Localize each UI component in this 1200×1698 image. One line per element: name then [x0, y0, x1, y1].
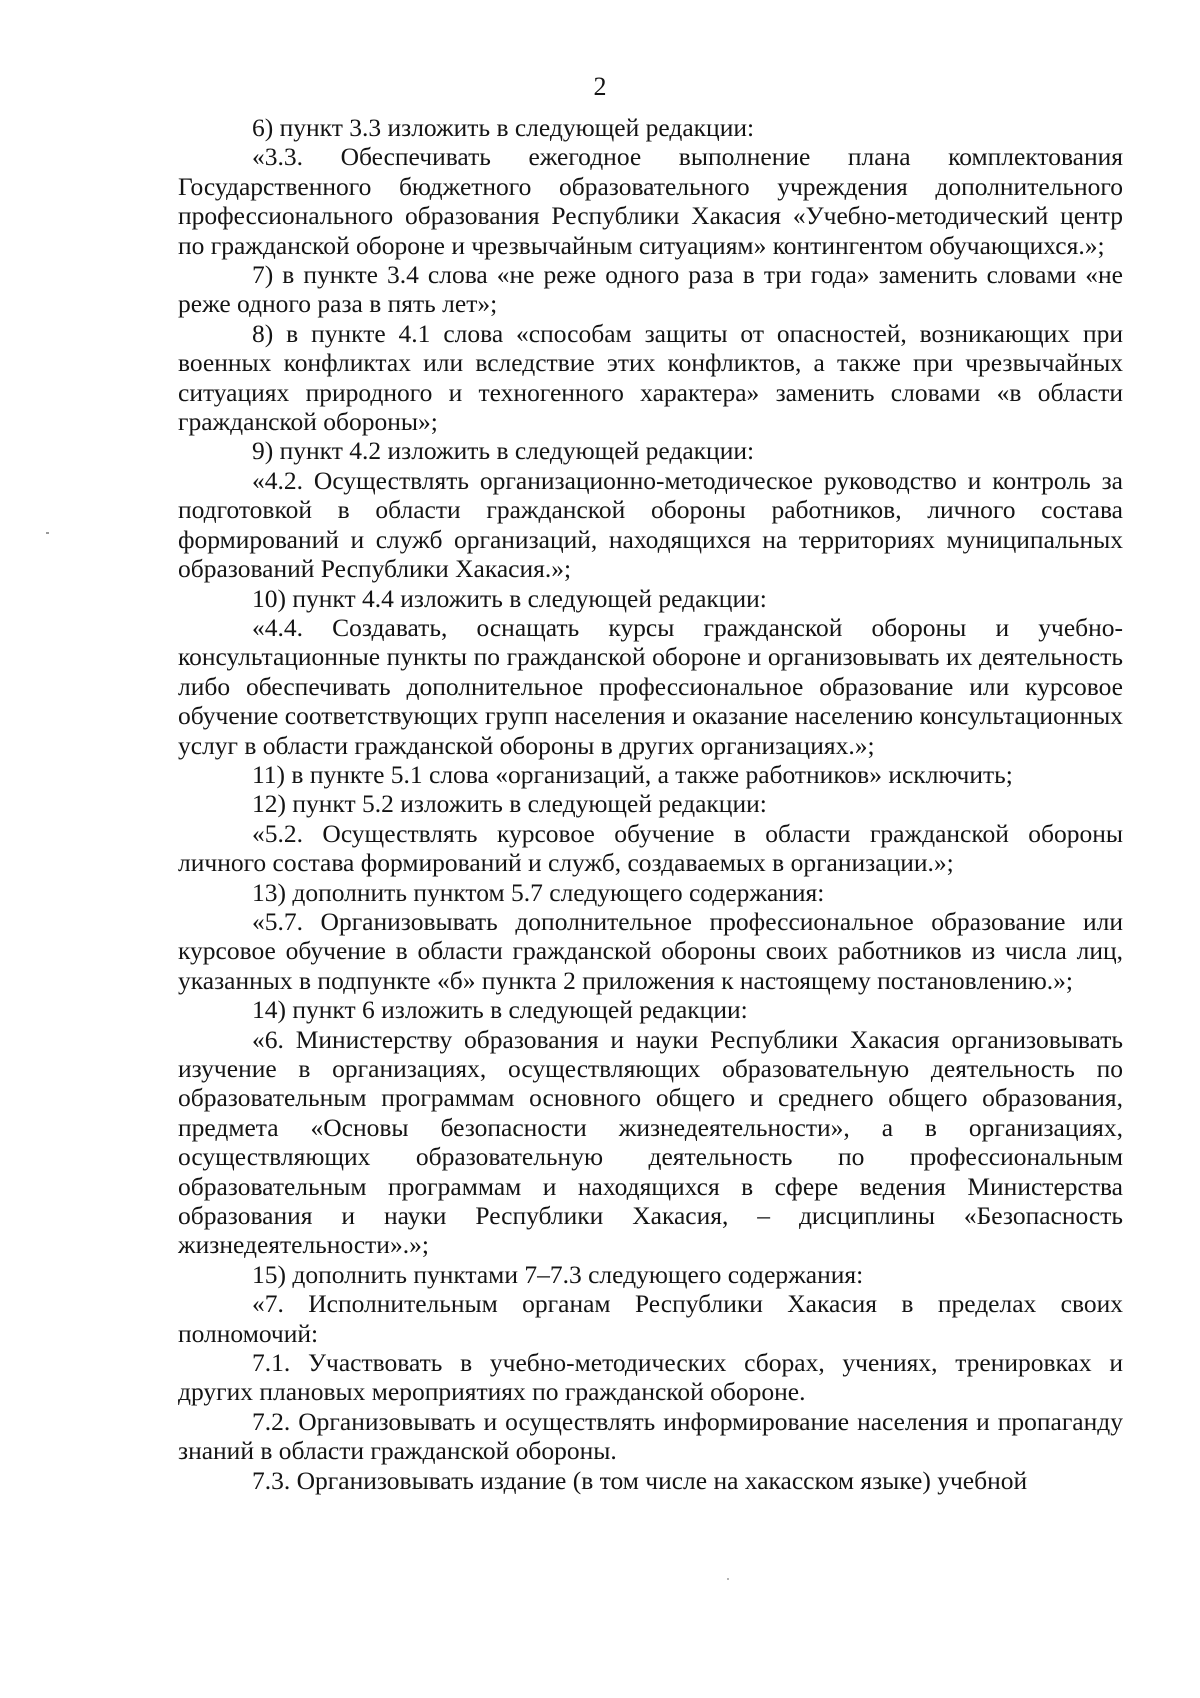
paragraph-item-11: 11) в пункте 5.1 слова «организаций, а также работников» исключить; — [252, 759, 1013, 789]
paragraph-item-13: 13) дополнить пунктом 5.7 следующего содержания: — [252, 877, 825, 907]
scan-speck — [46, 532, 49, 534]
paragraph-clause-4-2: «4.2. Осуществлять организационно-методическое руководство и контроль за подготовкой в области гражданской обороны работников, личного состава формирований и служб организаций, находящихся на территориях муниципальных образований Республики Хакасия.»; — [178, 465, 1123, 584]
paragraph-item-12: 12) пункт 5.2 изложить в следующей редакции: — [252, 789, 767, 819]
scan-speck — [727, 1578, 729, 1580]
paragraph-clause-7-2: 7.2. Организовывать и осуществлять информирование населения и пропаганду знаний в области гражданской обороны. — [178, 1406, 1123, 1466]
paragraph-clause-5-2: «5.2. Осуществлять курсовое обучение в области гражданской обороны личного состава формирований и служб, создаваемых в организации.»; — [178, 818, 1123, 878]
paragraph-clause-7: «7. Исполнительным органам Республики Хакасия в пределах своих полномочий: — [178, 1289, 1123, 1348]
paragraph-clause-7-3: 7.3. Организовывать издание (в том числе на хакасском языке) учебной — [252, 1465, 1028, 1495]
paragraph-item-9: 9) пункт 4.2 изложить в следующей редакции: — [252, 436, 755, 466]
paragraph-item-10: 10) пункт 4.4 изложить в следующей редакции: — [252, 583, 767, 613]
paragraph-item-8: 8) в пункте 4.1 слова «способам защиты от опасностей, возникающих при военных конфликтах или вследствие этих конфликтов, а также при чрезвычайных ситуациях природного и техногенного характера» заменить словами «в области гражданской обороны»; — [178, 318, 1123, 437]
paragraph-item-14: 14) пункт 6 изложить в следующей редакции: — [252, 995, 748, 1025]
paragraph-clause-4-4: «4.4. Создавать, оснащать курсы гражданской обороны и учебно-консультационные пункты по гражданской обороне и организовывать их деятельность либо обеспечивать дополнительное профессиональное образование или курсовое обучение соответствующих групп населения и оказание населению консультационных услуг в области гражданской обороны в других организациях.»; — [178, 612, 1123, 760]
document-body — [178, 113, 1123, 1495]
paragraph-clause-5-7: «5.7. Организовывать дополнительное профессиональное образование или курсовое обучение в области гражданской обороны своих работников из числа лиц, указанных в подпункте «б» пункта 2 приложения к настоящему постановлению.»; — [178, 906, 1123, 995]
page-number: 2 — [593, 72, 607, 101]
paragraph-item-15: 15) дополнить пунктами 7–7.3 следующего содержания: — [252, 1259, 864, 1289]
paragraph-item-7: 7) в пункте 3.4 слова «не реже одного раза в три года» заменить словами «не реже одного раза в пять лет»; — [178, 260, 1123, 319]
paragraph-clause-3-3: «3.3. Обеспечивать ежегодное выполнение плана комплектования Государственного бюджетного образовательного учреждения дополнительного профессионального образования Республики Хакасия «Учебно-методический центр по гражданской обороне и чрезвычайным ситуациям» контингентом обучающихся.»; — [178, 142, 1123, 260]
paragraph-clause-7-1: 7.1. Участвовать в учебно-методических сборах, учениях, тренировках и других плановых мероприятиях по гражданской обороне. — [178, 1348, 1123, 1407]
paragraph-clause-6: «6. Министерству образования и науки Республики Хакасия организовывать изучение в организациях, осуществляющих образовательную деятельность по образовательным программам основного общего и среднего общего образования, предмета «Основы безопасности жизнедеятельности», а в организациях, осуществляющих образовательную деятельность по профессиональным образовательным программам и находящихся в сфере ведения Министерства образования и науки Республики Хакасия, – дисциплины «Безопасность жизнедеятельности».»; — [178, 1024, 1123, 1260]
paragraph-item-6: 6) пункт 3.3 изложить в следующей редакции: — [252, 113, 755, 142]
